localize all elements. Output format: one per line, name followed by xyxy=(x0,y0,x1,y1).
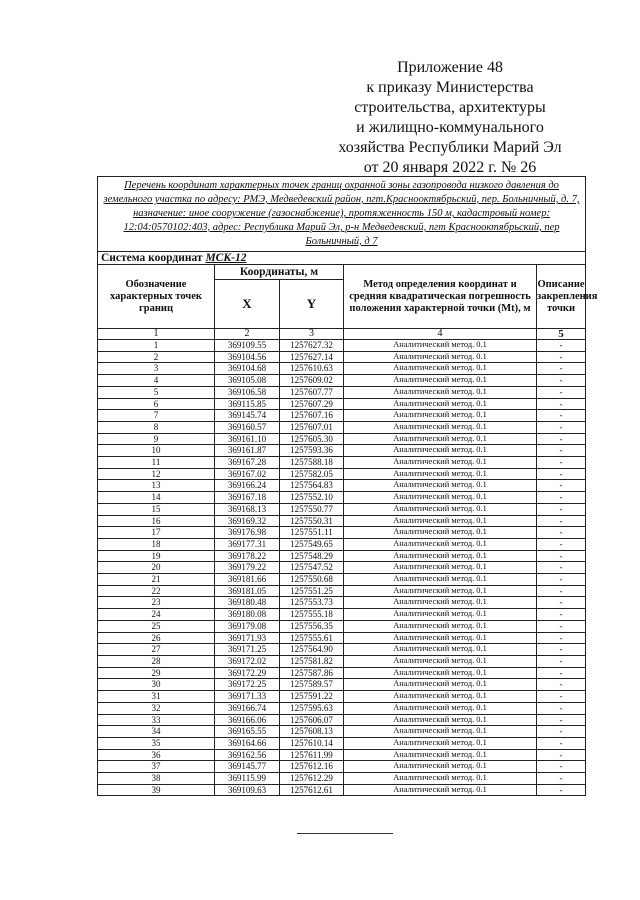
description: - xyxy=(537,714,586,726)
col-number: 3 xyxy=(280,329,344,340)
point-number: 25 xyxy=(98,620,215,632)
description: - xyxy=(537,340,586,352)
description: - xyxy=(537,398,586,410)
coord-x: 369172.29 xyxy=(215,667,280,679)
table-row xyxy=(98,386,586,398)
method: Аналитический метод. 0.1 xyxy=(344,457,537,469)
coord-x: 369166.24 xyxy=(215,480,280,492)
coord-y: 1257606.07 xyxy=(280,714,344,726)
column-numbers-row xyxy=(98,329,586,340)
coord-x: 369171.25 xyxy=(215,644,280,656)
coord-y: 1257550.77 xyxy=(280,503,344,515)
coord-y: 1257605.30 xyxy=(280,433,344,445)
table-row xyxy=(98,655,586,667)
table-row xyxy=(98,527,586,539)
footer-divider xyxy=(297,833,393,834)
coordinates-table xyxy=(97,176,598,796)
coord-x: 369181.66 xyxy=(215,574,280,586)
method: Аналитический метод. 0.1 xyxy=(344,351,537,363)
coord-y: 1257587.86 xyxy=(280,667,344,679)
table-row xyxy=(98,702,586,714)
point-number: 8 xyxy=(98,421,215,433)
point-number: 26 xyxy=(98,632,215,644)
point-number: 9 xyxy=(98,433,215,445)
method: Аналитический метод. 0.1 xyxy=(344,726,537,738)
point-number: 34 xyxy=(98,726,215,738)
method: Аналитический метод. 0.1 xyxy=(344,585,537,597)
description: - xyxy=(537,410,586,422)
description: - xyxy=(537,702,586,714)
point-number: 17 xyxy=(98,527,215,539)
coord-x: 369171.93 xyxy=(215,632,280,644)
table-row xyxy=(98,468,586,480)
method: Аналитический метод. 0.1 xyxy=(344,632,537,644)
point-number: 21 xyxy=(98,574,215,586)
coord-x: 369169.32 xyxy=(215,515,280,527)
table-caption-text: Перечень координат характерных точек границ охранной зоны газопровода низкого давления до земельного участка по адресу: РМЭ, Медведевский район, пгт.Краснооктябрьский, пер. Больничный, д. 7, назначение: иное сооружение (газоснабжение), протяженность 150 м, кадастровый номер: 12:04:0570102:403, адрес: Республика Марий Эл, р-н Медведевский, пгт Краснооктябрьский, пер Больничный, д 7 xyxy=(103,180,580,247)
table-row xyxy=(98,363,586,375)
description: - xyxy=(537,445,586,457)
coordinate-system-row xyxy=(98,252,586,265)
table-row xyxy=(98,410,586,422)
description: - xyxy=(537,726,586,738)
coord-y: 1257612.16 xyxy=(280,761,344,773)
coord-y: 1257610.63 xyxy=(280,363,344,375)
header-line: строительства, архитектуры xyxy=(354,99,546,116)
point-number: 38 xyxy=(98,773,215,785)
coord-y: 1257549.65 xyxy=(280,538,344,550)
coord-y: 1257611.99 xyxy=(280,749,344,761)
point-number: 23 xyxy=(98,597,215,609)
coord-x: 369115.99 xyxy=(215,773,280,785)
coord-x: 369161.87 xyxy=(215,445,280,457)
table-row xyxy=(98,538,586,550)
coord-x: 369104.68 xyxy=(215,363,280,375)
method: Аналитический метод. 0.1 xyxy=(344,421,537,433)
coord-x: 369162.56 xyxy=(215,749,280,761)
point-number: 18 xyxy=(98,538,215,550)
table-row xyxy=(98,340,586,352)
coord-x: 369180.48 xyxy=(215,597,280,609)
method: Аналитический метод. 0.1 xyxy=(344,714,537,726)
description: - xyxy=(537,667,586,679)
method: Аналитический метод. 0.1 xyxy=(344,398,537,410)
method: Аналитический метод. 0.1 xyxy=(344,574,537,586)
coord-x: 369167.18 xyxy=(215,492,280,504)
coord-x: 369145.74 xyxy=(215,410,280,422)
table-row xyxy=(98,480,586,492)
point-number: 39 xyxy=(98,784,215,796)
point-number: 27 xyxy=(98,644,215,656)
table-row xyxy=(98,375,586,387)
method: Аналитический метод. 0.1 xyxy=(344,550,537,562)
coord-x: 369105.08 xyxy=(215,375,280,387)
table-row xyxy=(98,726,586,738)
description: - xyxy=(537,773,586,785)
description: - xyxy=(537,515,586,527)
coord-x: 369104.56 xyxy=(215,351,280,363)
coord-x: 369167.28 xyxy=(215,457,280,469)
coord-y: 1257591.22 xyxy=(280,691,344,703)
table-row xyxy=(98,585,586,597)
point-number: 19 xyxy=(98,550,215,562)
table-row xyxy=(98,398,586,410)
description: - xyxy=(537,597,586,609)
table-caption xyxy=(98,177,586,252)
description: - xyxy=(537,784,586,796)
table-row xyxy=(98,714,586,726)
description: - xyxy=(537,691,586,703)
header-line: Приложение 48 xyxy=(397,59,503,76)
coord-x: 369179.22 xyxy=(215,562,280,574)
coord-y: 1257581.82 xyxy=(280,655,344,667)
description: - xyxy=(537,620,586,632)
coord-y: 1257589.57 xyxy=(280,679,344,691)
coord-x: 369181.05 xyxy=(215,585,280,597)
table-row xyxy=(98,445,586,457)
coord-y: 1257550.68 xyxy=(280,574,344,586)
description: - xyxy=(537,632,586,644)
coord-y: 1257547.52 xyxy=(280,562,344,574)
description: - xyxy=(537,749,586,761)
description: - xyxy=(537,433,586,445)
coord-y: 1257607.77 xyxy=(280,386,344,398)
point-number: 16 xyxy=(98,515,215,527)
table-row xyxy=(98,550,586,562)
coord-x: 369109.63 xyxy=(215,784,280,796)
method: Аналитический метод. 0.1 xyxy=(344,702,537,714)
description: - xyxy=(537,562,586,574)
table-row xyxy=(98,562,586,574)
description: - xyxy=(537,375,586,387)
method: Аналитический метод. 0.1 xyxy=(344,515,537,527)
point-number: 5 xyxy=(98,386,215,398)
coord-y: 1257550.31 xyxy=(280,515,344,527)
header-y: Y xyxy=(280,280,344,329)
coord-x: 369160.57 xyxy=(215,421,280,433)
table-row xyxy=(98,632,586,644)
header-line: хозяйства Республики Марий Эл xyxy=(338,139,562,156)
method: Аналитический метод. 0.1 xyxy=(344,749,537,761)
description: - xyxy=(537,386,586,398)
method: Аналитический метод. 0.1 xyxy=(344,445,537,457)
coord-y: 1257556.35 xyxy=(280,620,344,632)
description: - xyxy=(537,480,586,492)
method: Аналитический метод. 0.1 xyxy=(344,784,537,796)
method: Аналитический метод. 0.1 xyxy=(344,667,537,679)
description: - xyxy=(537,538,586,550)
table-row xyxy=(98,749,586,761)
table-row xyxy=(98,457,586,469)
method: Аналитический метод. 0.1 xyxy=(344,737,537,749)
point-number: 29 xyxy=(98,667,215,679)
description: - xyxy=(537,737,586,749)
coord-x: 369106.58 xyxy=(215,386,280,398)
point-number: 28 xyxy=(98,655,215,667)
method: Аналитический метод. 0.1 xyxy=(344,340,537,352)
table-row xyxy=(98,667,586,679)
method: Аналитический метод. 0.1 xyxy=(344,503,537,515)
method: Аналитический метод. 0.1 xyxy=(344,410,537,422)
coord-y: 1257588.18 xyxy=(280,457,344,469)
coord-x: 369161.10 xyxy=(215,433,280,445)
point-number: 32 xyxy=(98,702,215,714)
coord-x: 369167.02 xyxy=(215,468,280,480)
coord-x: 369177.31 xyxy=(215,538,280,550)
description: - xyxy=(537,609,586,621)
col-number: 2 xyxy=(215,329,280,340)
coord-y: 1257552.10 xyxy=(280,492,344,504)
coord-y: 1257582.05 xyxy=(280,468,344,480)
coord-y: 1257612.29 xyxy=(280,773,344,785)
point-number: 20 xyxy=(98,562,215,574)
col-number: 1 xyxy=(98,329,215,340)
coord-x: 369115.85 xyxy=(215,398,280,410)
table-row xyxy=(98,421,586,433)
method: Аналитический метод. 0.1 xyxy=(344,492,537,504)
point-number: 3 xyxy=(98,363,215,375)
coord-y: 1257612.61 xyxy=(280,784,344,796)
description: - xyxy=(537,468,586,480)
coord-x: 369145.77 xyxy=(215,761,280,773)
point-number: 15 xyxy=(98,503,215,515)
header-line: к приказу Министерства xyxy=(366,79,534,96)
point-number: 13 xyxy=(98,480,215,492)
description: - xyxy=(537,585,586,597)
method: Аналитический метод. 0.1 xyxy=(344,363,537,375)
coord-y: 1257555.61 xyxy=(280,632,344,644)
table-row xyxy=(98,515,586,527)
point-number: 22 xyxy=(98,585,215,597)
table-row xyxy=(98,503,586,515)
coord-y: 1257548.29 xyxy=(280,550,344,562)
col-number: 4 xyxy=(344,329,537,340)
point-number: 2 xyxy=(98,351,215,363)
coord-y: 1257608.13 xyxy=(280,726,344,738)
coord-x: 369172.25 xyxy=(215,679,280,691)
method: Аналитический метод. 0.1 xyxy=(344,480,537,492)
point-number: 14 xyxy=(98,492,215,504)
coord-x: 369166.06 xyxy=(215,714,280,726)
method: Аналитический метод. 0.1 xyxy=(344,538,537,550)
method: Аналитический метод. 0.1 xyxy=(344,597,537,609)
description: - xyxy=(537,363,586,375)
header-point: Обозначение характерных точек границ xyxy=(98,265,215,329)
method: Аналитический метод. 0.1 xyxy=(344,609,537,621)
method: Аналитический метод. 0.1 xyxy=(344,527,537,539)
coord-x: 369165.55 xyxy=(215,726,280,738)
method: Аналитический метод. 0.1 xyxy=(344,375,537,387)
header-description: Описание закрепления точки xyxy=(537,265,586,329)
method: Аналитический метод. 0.1 xyxy=(344,644,537,656)
method: Аналитический метод. 0.1 xyxy=(344,433,537,445)
coord-y: 1257564.83 xyxy=(280,480,344,492)
method: Аналитический метод. 0.1 xyxy=(344,468,537,480)
description: - xyxy=(537,457,586,469)
method: Аналитический метод. 0.1 xyxy=(344,761,537,773)
description: - xyxy=(537,655,586,667)
table-row xyxy=(98,609,586,621)
order-header xyxy=(300,58,600,178)
point-number: 12 xyxy=(98,468,215,480)
coord-y: 1257627.14 xyxy=(280,351,344,363)
description: - xyxy=(537,761,586,773)
coord-y: 1257555.18 xyxy=(280,609,344,621)
coord-x: 369180.08 xyxy=(215,609,280,621)
coord-x: 369109.55 xyxy=(215,340,280,352)
coord-y: 1257551.11 xyxy=(280,527,344,539)
point-number: 35 xyxy=(98,737,215,749)
coord-y: 1257564.90 xyxy=(280,644,344,656)
method: Аналитический метод. 0.1 xyxy=(344,773,537,785)
point-number: 6 xyxy=(98,398,215,410)
point-number: 30 xyxy=(98,679,215,691)
coord-y: 1257593.36 xyxy=(280,445,344,457)
table-row xyxy=(98,597,586,609)
coord-x: 369164.66 xyxy=(215,737,280,749)
coord-y: 1257551.25 xyxy=(280,585,344,597)
header-line: и жилищно-коммунального xyxy=(356,119,544,136)
point-number: 33 xyxy=(98,714,215,726)
table-row xyxy=(98,773,586,785)
method: Аналитический метод. 0.1 xyxy=(344,679,537,691)
point-number: 1 xyxy=(98,340,215,352)
coord-x: 369166.74 xyxy=(215,702,280,714)
description: - xyxy=(537,492,586,504)
point-number: 7 xyxy=(98,410,215,422)
coord-y: 1257607.16 xyxy=(280,410,344,422)
coordinate-system-value: МСК-12 xyxy=(205,252,247,264)
point-number: 36 xyxy=(98,749,215,761)
table-row xyxy=(98,737,586,749)
point-number: 24 xyxy=(98,609,215,621)
point-number: 4 xyxy=(98,375,215,387)
coord-y: 1257553.73 xyxy=(280,597,344,609)
description: - xyxy=(537,351,586,363)
description: - xyxy=(537,503,586,515)
header-coords: Координаты, м xyxy=(215,265,344,280)
point-number: 11 xyxy=(98,457,215,469)
table-row xyxy=(98,620,586,632)
header-method: Метод определения координат и средняя квадратическая погрешность положения характерной точки (Mt), м xyxy=(344,265,537,329)
coord-x: 369172.02 xyxy=(215,655,280,667)
header-x: X xyxy=(215,280,280,329)
coord-y: 1257610.14 xyxy=(280,737,344,749)
coord-x: 369178.22 xyxy=(215,550,280,562)
table-row xyxy=(98,679,586,691)
coord-x: 369179.08 xyxy=(215,620,280,632)
point-number: 31 xyxy=(98,691,215,703)
method: Аналитический метод. 0.1 xyxy=(344,691,537,703)
coord-y: 1257595.63 xyxy=(280,702,344,714)
table-row xyxy=(98,433,586,445)
description: - xyxy=(537,550,586,562)
coord-y: 1257607.01 xyxy=(280,421,344,433)
point-number: 37 xyxy=(98,761,215,773)
coord-y: 1257607.29 xyxy=(280,398,344,410)
coord-x: 369171.33 xyxy=(215,691,280,703)
method: Аналитический метод. 0.1 xyxy=(344,386,537,398)
method: Аналитический метод. 0.1 xyxy=(344,620,537,632)
table-row xyxy=(98,784,586,796)
description: - xyxy=(537,679,586,691)
method: Аналитический метод. 0.1 xyxy=(344,562,537,574)
table-row xyxy=(98,351,586,363)
coord-y: 1257609.02 xyxy=(280,375,344,387)
col-number: 5 xyxy=(537,329,586,340)
table-row xyxy=(98,574,586,586)
coordinate-system-label: Система координат xyxy=(101,252,203,264)
method: Аналитический метод. 0.1 xyxy=(344,655,537,667)
coord-y: 1257627.32 xyxy=(280,340,344,352)
coord-x: 369176.98 xyxy=(215,527,280,539)
description: - xyxy=(537,574,586,586)
table-row xyxy=(98,691,586,703)
description: - xyxy=(537,421,586,433)
table-row xyxy=(98,492,586,504)
description: - xyxy=(537,527,586,539)
header-line: от 20 января 2022 г. № 26 xyxy=(363,159,537,176)
table-row xyxy=(98,761,586,773)
description: - xyxy=(537,644,586,656)
coord-x: 369168.13 xyxy=(215,503,280,515)
point-number: 10 xyxy=(98,445,215,457)
table-row xyxy=(98,644,586,656)
